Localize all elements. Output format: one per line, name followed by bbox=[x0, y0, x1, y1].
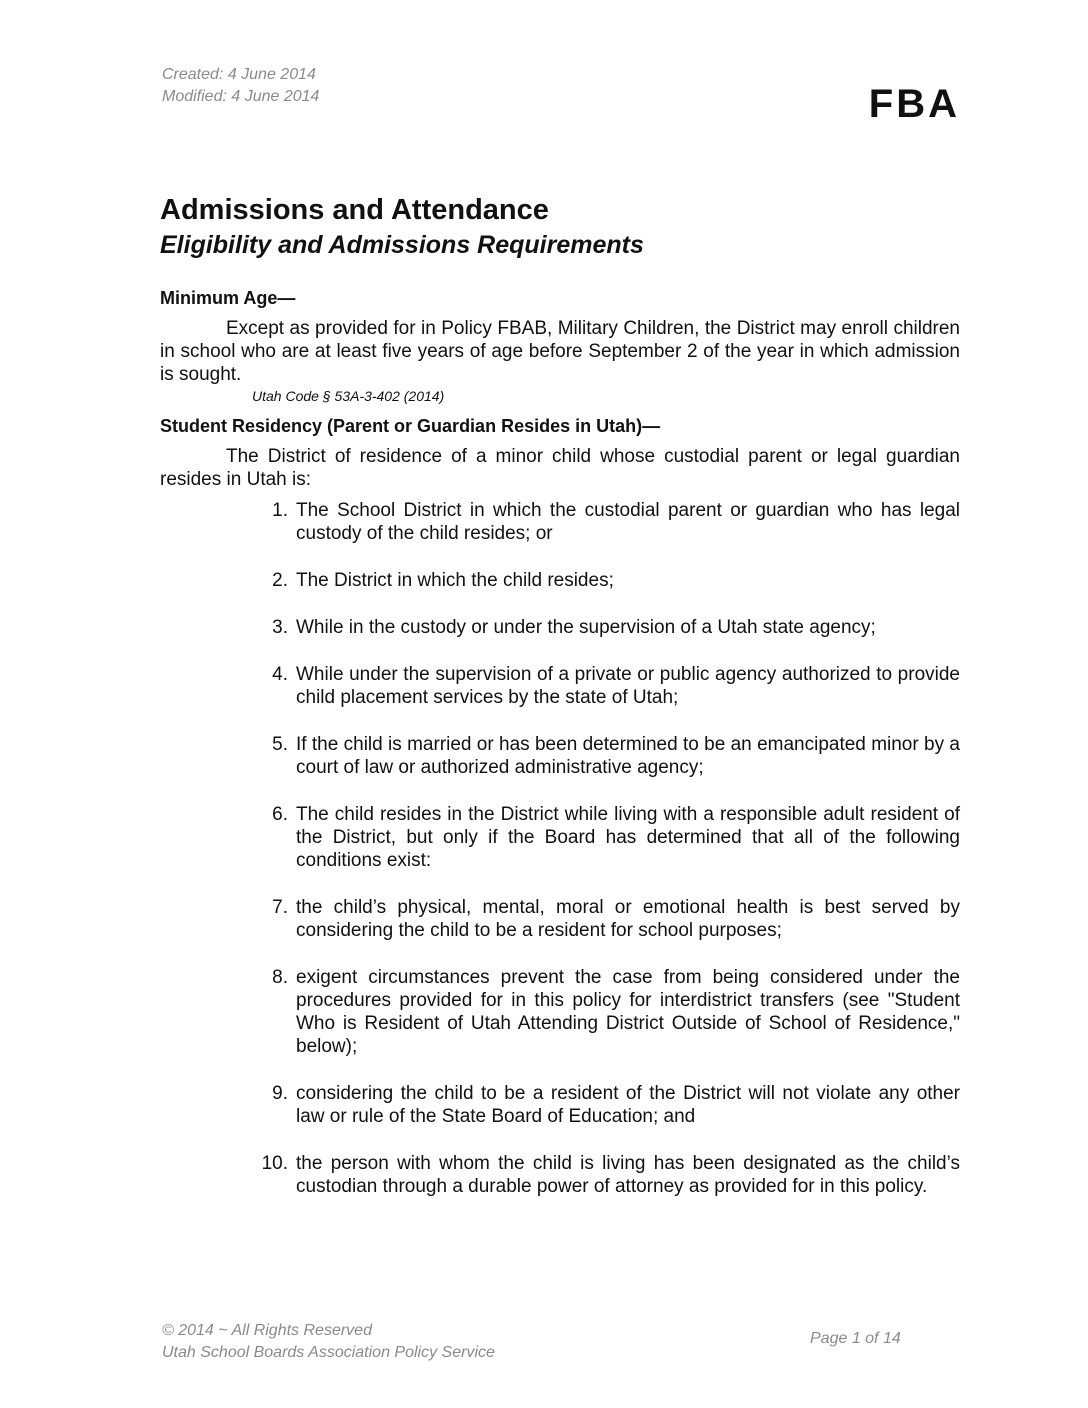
page-number: Page 1 of 14 bbox=[810, 1330, 901, 1347]
created-date: Created: 4 June 2014 bbox=[162, 66, 316, 83]
list-item-number: 4. bbox=[272, 664, 288, 685]
minimum-age-paragraph: Except as provided for in Policy FBAB, Military Children, the District may enroll children in school who are at least five years of age before September 2 of the year in which admission is sought. bbox=[160, 318, 960, 385]
page-subtitle: Eligibility and Admissions Requirements bbox=[160, 231, 644, 259]
list-item bbox=[256, 803, 960, 872]
list-item-text: The School District in which the custodial parent or guardian who has legal custody of the child resides; or bbox=[296, 500, 960, 544]
list-item-text: The District in which the child resides; bbox=[296, 570, 614, 591]
minimum-age-heading: Minimum Age— bbox=[160, 288, 296, 308]
list-item bbox=[256, 663, 960, 709]
residency-paragraph: The District of residence of a minor child whose custodial parent or legal guardian resides in Utah is: bbox=[160, 446, 960, 490]
list-item bbox=[256, 499, 960, 545]
list-item-text: If the child is married or has been determined to be an emancipated minor by a court of law or authorized administrative agency; bbox=[296, 734, 960, 778]
footer-copyright: © 2014 ~ All Rights Reserved bbox=[162, 1322, 372, 1339]
list-item-number: 3. bbox=[272, 617, 288, 638]
footer-publisher: Utah School Boards Association Policy Service bbox=[162, 1344, 495, 1361]
list-item-number: 2. bbox=[272, 570, 288, 591]
list-item-text: the person with whom the child is living has been designated as the child’s custodian through a durable power of attorney as provided for in this policy. bbox=[296, 1153, 960, 1197]
list-item-text: The child resides in the District while living with a responsible adult resident of the District, but only if the Board has determined that all of the following conditions exist: bbox=[296, 804, 960, 871]
policy-code: FBA bbox=[868, 82, 960, 126]
list-item-number: 8. bbox=[272, 967, 288, 988]
list-item bbox=[256, 896, 960, 942]
list-item bbox=[256, 1082, 960, 1128]
list-item bbox=[256, 616, 960, 639]
minimum-age-citation: Utah Code § 53A-3-402 (2014) bbox=[252, 388, 445, 404]
list-item bbox=[256, 569, 960, 592]
footer-copyright-block bbox=[162, 1320, 495, 1364]
list-item-number: 1. bbox=[272, 500, 288, 521]
list-item-text: considering the child to be a resident of the District will not violate any other law or rule of the State Board of Education; and bbox=[296, 1083, 960, 1127]
list-item-number: 6. bbox=[272, 804, 288, 825]
list-item-number: 10. bbox=[261, 1153, 288, 1174]
document-body bbox=[160, 192, 960, 1222]
list-item-number: 7. bbox=[272, 897, 288, 918]
list-item-number: 5. bbox=[272, 734, 288, 755]
list-item bbox=[256, 966, 960, 1058]
document-metadata bbox=[162, 64, 319, 108]
list-item-text: While in the custody or under the supervision of a Utah state agency; bbox=[296, 617, 876, 638]
page-title: Admissions and Attendance bbox=[160, 194, 549, 226]
list-item-text: While under the supervision of a private or public agency authorized to provide child placement services by the state of Utah; bbox=[296, 664, 960, 708]
residency-heading: Student Residency (Parent or Guardian Resides in Utah)— bbox=[160, 416, 661, 436]
list-item-text: exigent circumstances prevent the case from being considered under the procedures provided for in this policy for interdistrict transfers (see "Student Who is Resident of Utah Attending District Outside of School of Residence," below); bbox=[296, 967, 960, 1057]
list-item-text: the child’s physical, mental, moral or emotional health is best served by considering the child to be a resident for school purposes; bbox=[296, 897, 960, 941]
list-item bbox=[256, 1152, 960, 1198]
residency-list bbox=[256, 499, 960, 1198]
modified-date: Modified: 4 June 2014 bbox=[162, 88, 320, 105]
list-item-number: 9. bbox=[272, 1083, 288, 1104]
list-item bbox=[256, 733, 960, 779]
